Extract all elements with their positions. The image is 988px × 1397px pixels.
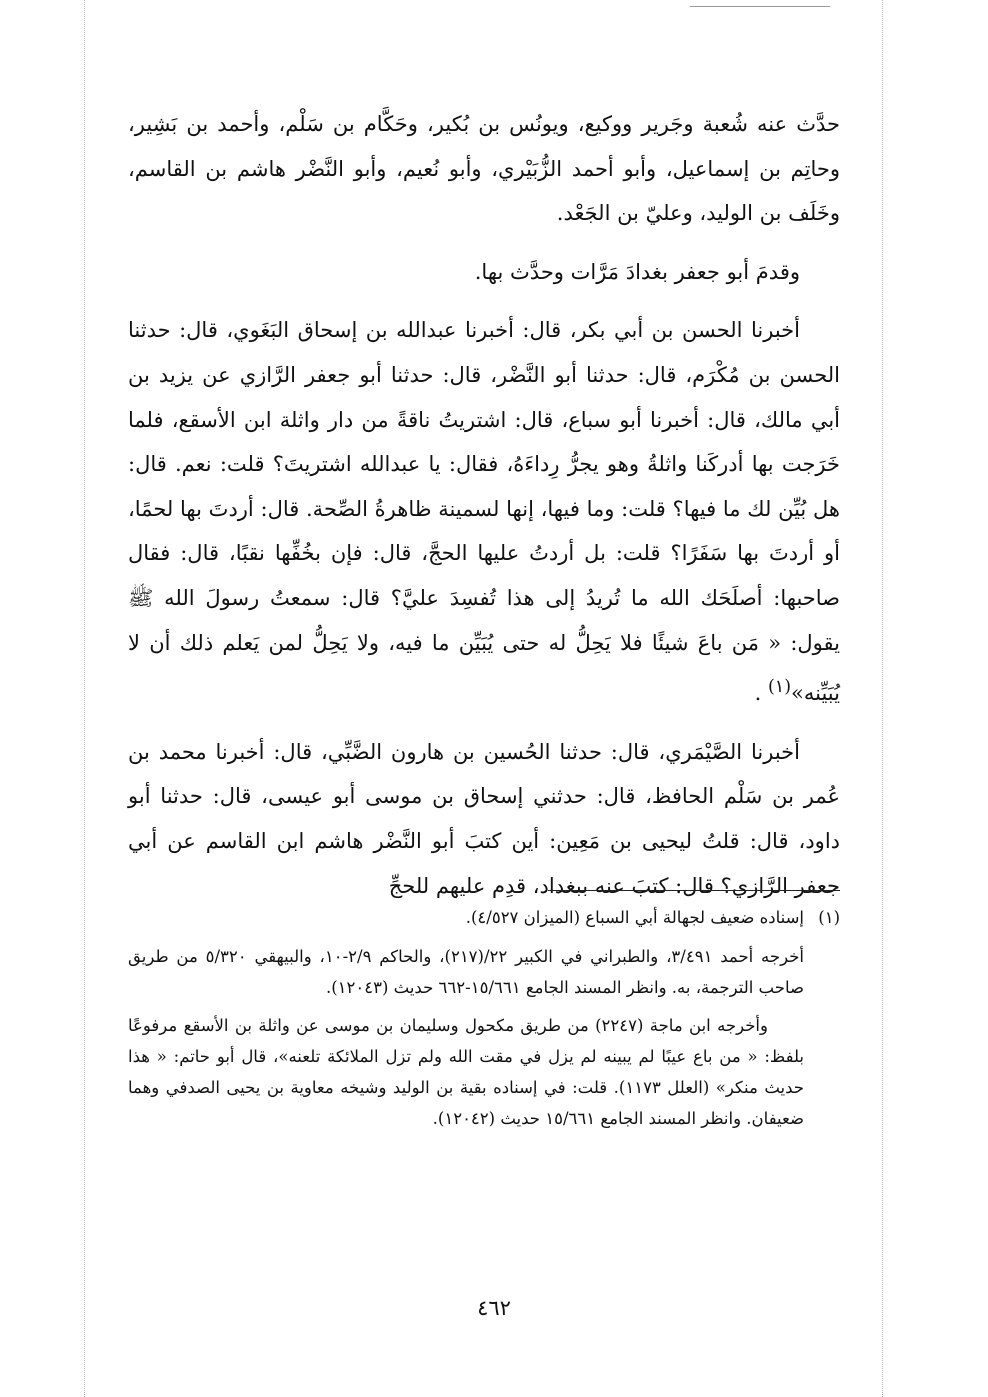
- footnote-1-ibn-majah: وأخرجه ابن ماجة (٢٢٤٧) من طريق مكحول وسليمان بن موسى عن واثلة بن الأسقع مرفوعًا بلفظ: « من باع عيبًا لم يبينه لم يزل في مقت الله ولم تزل الملائكة تلعنه»، قال أبو حاتم: « هذا حديث منكر» (العلل ١١٧٣). قلت: في إسناده بقية بن الوليد وشيخه معاوية بن يحيى الصدفي وهما ضعيفان. وانظر المسند الجامع ١٥/٦٦١ حديث (١٢٠٤٢).: [128, 1016, 804, 1128]
- footnote-reference[interactable]: (١): [767, 677, 792, 698]
- paragraph-hadith: أخبرنا الحسن بن أبي بكر، قال: أخبرنا عبدالله بن إسحاق البَغَوي، قال: حدثنا الحسن بن مُكْرَم، قال: حدثنا أبو النَّضْر، قال: حدثنا أبو جعفر الرَّازي عن يزيد بن أبي مالك، قال: أخبرنا أبو سباع، قال: اشتريتُ ناقةً من دار واثلة ابن الأسقع، فلما خَرَجت بها أدركَنا واثلةُ وهو يجرُّ رِداءَهُ، فقال: يا عبدالله اشتريتَ؟ قلت: نعم. قال: هل بُيِّن لك ما فيها؟ قلت: وما فيها، إنها لسمينة ظاهرةُ الصِّحة. قال: أردتَ بها لحمًا، أو أردتَ بها سَفَرًا؟ قلت: بل أردتُ عليها الحجَّ، قال: فإن بخُفِّها نقبًا، قال: فقال صاحبها: أصلَحَك الله ما تُريدُ إلى هذا تُفسِدَ عليَّ؟ قال: سمعتُ رسولَ الله ﷺ يقول: « مَن باعَ شيئًا فلا يَحِلُّ له حتى يُبَيِّن ما فيه، ولا يَحِلُّ لمن يَعلم ذلك أن لا يُبَيِّنه»$^{(١)}$ .: [128, 318, 840, 706]
- paragraph-narrators: حدَّث عنه شُعبة وجَرير ووكيع، ويونُس بن بُكير، وحَكَّام بن سَلْم، وأحمد بن بَشِير، وحاتِم بن إسماعيل، وأبو أحمد الزُّبَيْري، وأبو نُعيم، وأبو النَّضْر هاشم بن القاسم، وخَلَف بن الوليد، وعليّ بن الجَعْد.: [128, 112, 840, 226]
- scan-margin-dots-right: [882, 0, 883, 1397]
- footnote-1: [128, 903, 840, 934]
- footnotes: [128, 903, 840, 1143]
- page-number: ٤٦٢: [477, 1296, 511, 1320]
- footnote-1-takhrij: أخرجه أحمد ٣/٤٩١، والطبراني في الكبير ٢٢/(٢١٧)، والحاكم ٢/٩-١٠، والبيهقي ٥/٣٢٠ من طريق صاحب الترجمة، به. وانظر المسند الجامع ١٥/٦٦١-٦٦٢ حديث (١٢٠٤٣).: [128, 946, 804, 997]
- footnote-separator: [548, 890, 840, 891]
- scan-margin-dots-left: [84, 0, 85, 1397]
- hadith-text: أخبرنا الحسن بن أبي بكر، قال: أخبرنا عبدالله بن إسحاق البَغَوي، قال: حدثنا الحسن بن مُكْرَم، قال: حدثنا أبو النَّضْر، قال: حدثنا أبو جعفر الرَّازي عن يزيد بن أبي مالك، قال: أخبرنا أبو سباع، قال: اشتريتُ ناقةً من دار واثلة ابن الأسقع، فلما خَرَجت بها أدركَنا واثلةُ وهو يجرُّ رِداءَهُ، فقال: يا عبدالله اشتريتَ؟ قلت: نعم. قال: هل بُيِّن لك ما فيها؟ قلت: وما فيها، إنها لسمينة ظاهرةُ الصِّحة. قال: أردتَ بها لحمًا، أو أردتَ بها سَفَرًا؟ قلت: بل أردتُ عليها الحجَّ، قال: فإن بخُفِّها نقبًا، قال: فقال صاحبها: أصلَحَك الله ما تُريدُ إلى هذا تُفسِدَ عليَّ؟ قال: سمعتُ رسولَ الله ﷺ يقول: « مَن باعَ شيئًا فلا يَحِلُّ له حتى يُبَيِّن ما فيه، ولا يَحِلُّ لمن يَعلم ذلك أن لا يُبَيِّنه»: [128, 318, 840, 706]
- footnote-1-text: إسناده ضعيف لجهالة أبي السباع (الميزان ٤/٥٢٧).: [465, 908, 804, 927]
- footnote-number: (١): [818, 908, 840, 927]
- scan-edge-line: [690, 6, 830, 7]
- paragraph-baghdad: وقدمَ أبو جعفر بغدادَ مَرَّات وحدَّث بها.: [474, 259, 800, 284]
- paragraph-saymari: أخبرنا الصَّيْمَري، قال: حدثنا الحُسين بن هارون الضَّبِّي، قال: أخبرنا محمد بن عُمر بن سَلْم الحافظ، قال: حدثني إسحاق بن موسى أبو عيسى، قال: حدثنا أبو داود، قال: قلتُ ليحيى بن مَعِين: أين كتبَ أبو النَّضْر هاشم ابن القاسم عن أبي جعفر الرَّازي؟ قال: كتبَ عنه ببغداد، قدِم عليهم للحجِّ: [128, 739, 840, 898]
- main-text: [128, 102, 840, 922]
